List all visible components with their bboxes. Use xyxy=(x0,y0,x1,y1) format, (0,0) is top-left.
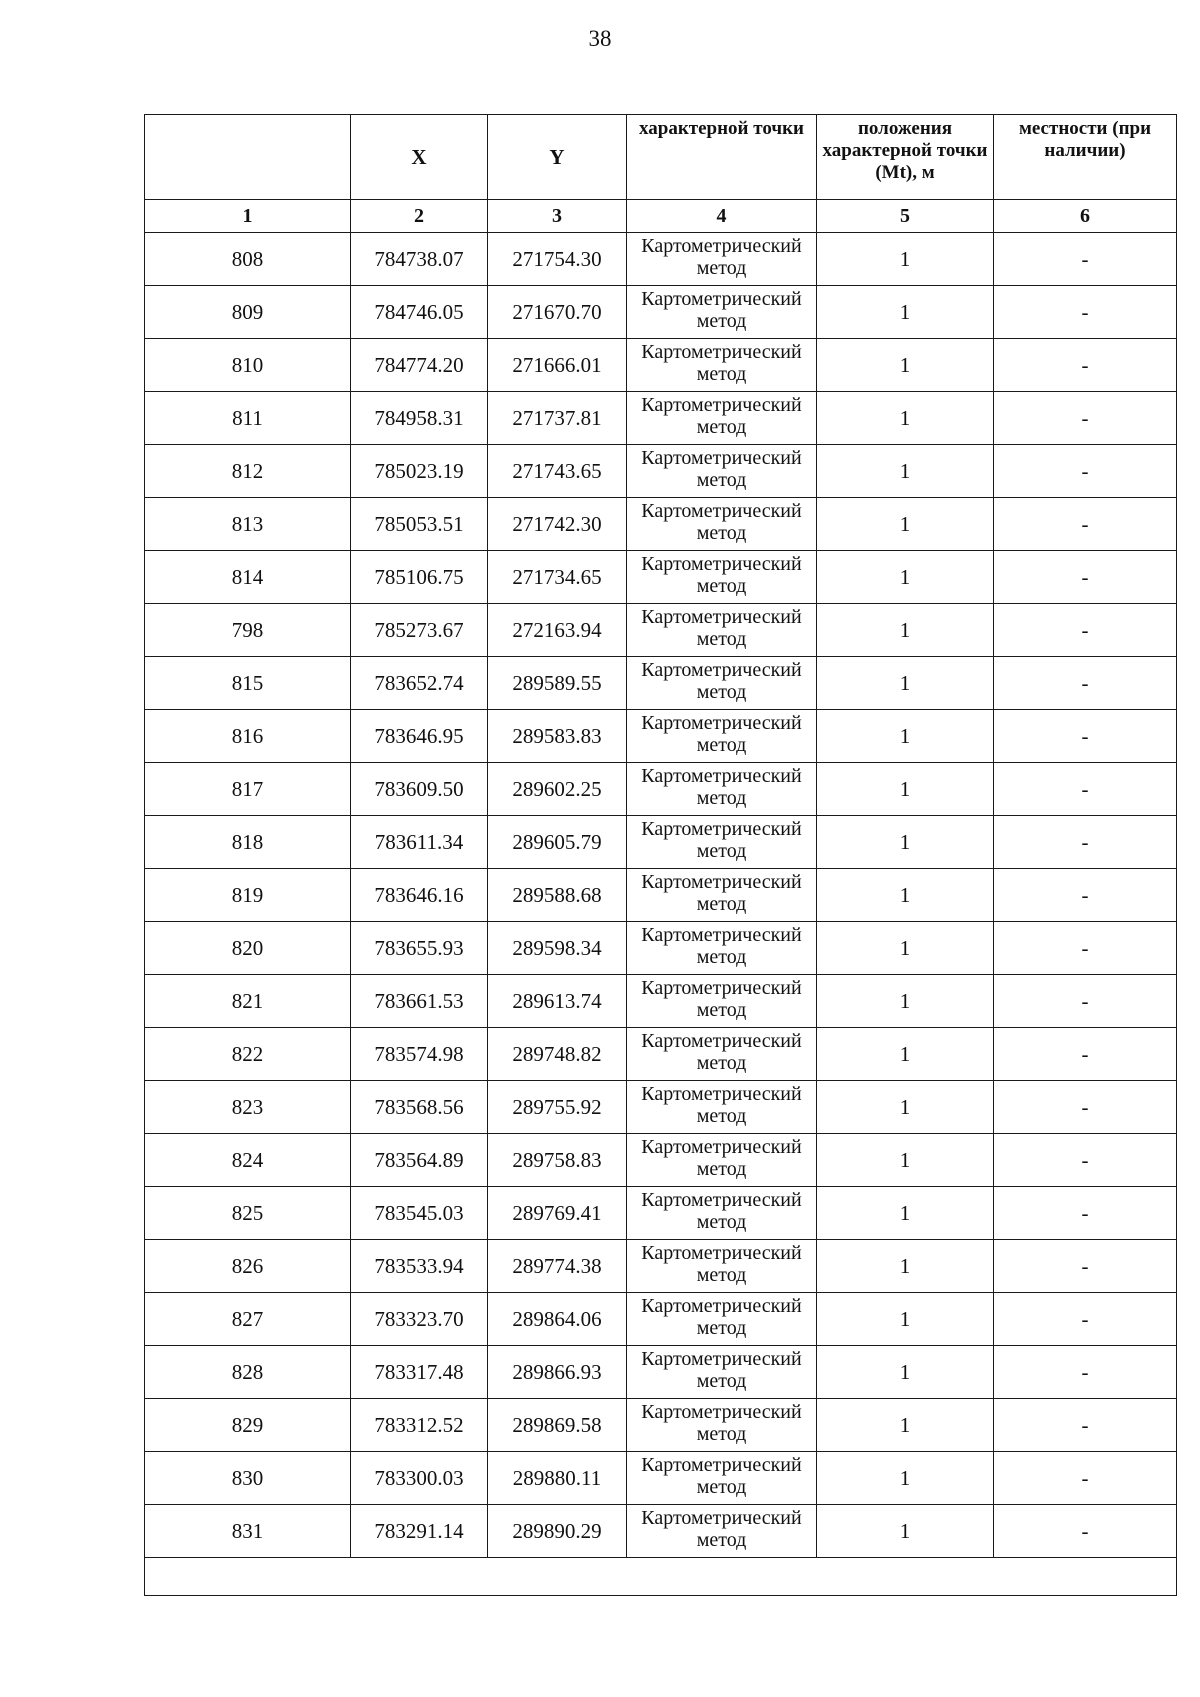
accuracy-cell: 1 xyxy=(817,604,994,657)
point-number-cell: 808 xyxy=(145,233,351,286)
header-col5-text: положения характерной точки (Mt), м xyxy=(822,118,988,183)
y-coordinate-cell: 271666.01 xyxy=(488,339,627,392)
table-row xyxy=(145,1293,1177,1346)
x-coordinate-cell: 785053.51 xyxy=(351,498,488,551)
table-row xyxy=(145,922,1177,975)
method-cell: Картометрический метод xyxy=(627,1293,817,1346)
accuracy-cell: 1 xyxy=(817,392,994,445)
accuracy-cell: 1 xyxy=(817,1134,994,1187)
blank-cell xyxy=(145,1558,1177,1596)
accuracy-cell: 1 xyxy=(817,1399,994,1452)
description-cell: - xyxy=(994,233,1177,286)
x-coordinate-cell: 784738.07 xyxy=(351,233,488,286)
point-number-cell: 815 xyxy=(145,657,351,710)
y-coordinate-cell: 289748.82 xyxy=(488,1028,627,1081)
point-number-cell: 825 xyxy=(145,1187,351,1240)
description-cell: - xyxy=(994,1081,1177,1134)
method-cell: Картометрический метод xyxy=(627,392,817,445)
x-coordinate-cell: 783564.89 xyxy=(351,1134,488,1187)
x-coordinate-cell: 783574.98 xyxy=(351,1028,488,1081)
column-number-row xyxy=(145,200,1177,233)
y-coordinate-cell: 271734.65 xyxy=(488,551,627,604)
point-number-cell: 813 xyxy=(145,498,351,551)
x-coordinate-cell: 784746.05 xyxy=(351,286,488,339)
header-row xyxy=(145,115,1177,200)
accuracy-cell: 1 xyxy=(817,1346,994,1399)
description-cell: - xyxy=(994,445,1177,498)
x-coordinate-cell: 784958.31 xyxy=(351,392,488,445)
method-cell: Картометрический метод xyxy=(627,763,817,816)
column-number: 6 xyxy=(994,200,1177,233)
table-body xyxy=(145,233,1177,1596)
header-accuracy xyxy=(817,115,994,200)
y-coordinate-cell: 272163.94 xyxy=(488,604,627,657)
y-coordinate-cell: 289755.92 xyxy=(488,1081,627,1134)
point-number-cell: 823 xyxy=(145,1081,351,1134)
header-x: X xyxy=(351,115,488,200)
table-row xyxy=(145,339,1177,392)
y-coordinate-cell: 271754.30 xyxy=(488,233,627,286)
point-number-cell: 829 xyxy=(145,1399,351,1452)
description-cell: - xyxy=(994,1134,1177,1187)
y-coordinate-cell: 289890.29 xyxy=(488,1505,627,1558)
point-number-cell: 817 xyxy=(145,763,351,816)
point-number-cell: 798 xyxy=(145,604,351,657)
description-cell: - xyxy=(994,1187,1177,1240)
method-cell: Картометрический метод xyxy=(627,286,817,339)
accuracy-cell: 1 xyxy=(817,1240,994,1293)
table-row xyxy=(145,763,1177,816)
accuracy-cell: 1 xyxy=(817,816,994,869)
point-number-cell: 828 xyxy=(145,1346,351,1399)
x-coordinate-cell: 783652.74 xyxy=(351,657,488,710)
accuracy-cell: 1 xyxy=(817,445,994,498)
header-col1-text xyxy=(145,115,350,118)
table-row xyxy=(145,1399,1177,1452)
page-number: 38 xyxy=(588,26,612,51)
description-cell: - xyxy=(994,339,1177,392)
accuracy-cell: 1 xyxy=(817,1028,994,1081)
x-coordinate-cell: 783609.50 xyxy=(351,763,488,816)
y-coordinate-cell: 289880.11 xyxy=(488,1452,627,1505)
point-number-cell: 818 xyxy=(145,816,351,869)
point-number-cell: 814 xyxy=(145,551,351,604)
accuracy-cell: 1 xyxy=(817,286,994,339)
description-cell: - xyxy=(994,763,1177,816)
header-method xyxy=(627,115,817,200)
table-row xyxy=(145,816,1177,869)
point-number-cell: 830 xyxy=(145,1452,351,1505)
y-coordinate-cell: 271743.65 xyxy=(488,445,627,498)
header-col4-text: характерной точки xyxy=(639,118,804,139)
y-coordinate-cell: 289864.06 xyxy=(488,1293,627,1346)
x-coordinate-cell: 783646.16 xyxy=(351,869,488,922)
y-coordinate-cell: 289758.83 xyxy=(488,1134,627,1187)
description-cell: - xyxy=(994,816,1177,869)
y-coordinate-cell: 271737.81 xyxy=(488,392,627,445)
header-col6-text: местности (при наличии) xyxy=(1018,118,1152,161)
point-number-cell: 821 xyxy=(145,975,351,1028)
x-coordinate-cell: 783646.95 xyxy=(351,710,488,763)
table-row-blank xyxy=(145,1558,1177,1596)
table-row xyxy=(145,392,1177,445)
method-cell: Картометрический метод xyxy=(627,1452,817,1505)
point-number-cell: 819 xyxy=(145,869,351,922)
method-cell: Картометрический метод xyxy=(627,869,817,922)
method-cell: Картометрический метод xyxy=(627,657,817,710)
x-coordinate-cell: 783300.03 xyxy=(351,1452,488,1505)
accuracy-cell: 1 xyxy=(817,657,994,710)
table-row xyxy=(145,657,1177,710)
x-coordinate-cell: 783323.70 xyxy=(351,1293,488,1346)
description-cell: - xyxy=(994,498,1177,551)
method-cell: Картометрический метод xyxy=(627,233,817,286)
accuracy-cell: 1 xyxy=(817,1293,994,1346)
table-row xyxy=(145,1240,1177,1293)
column-number: 1 xyxy=(145,200,351,233)
y-coordinate-cell: 289866.93 xyxy=(488,1346,627,1399)
table-row xyxy=(145,1028,1177,1081)
point-number-cell: 824 xyxy=(145,1134,351,1187)
table-row xyxy=(145,975,1177,1028)
point-number-cell: 826 xyxy=(145,1240,351,1293)
y-coordinate-cell: 289769.41 xyxy=(488,1187,627,1240)
x-coordinate-cell: 783312.52 xyxy=(351,1399,488,1452)
point-number-cell: 816 xyxy=(145,710,351,763)
method-cell: Картометрический метод xyxy=(627,975,817,1028)
table-row xyxy=(145,1187,1177,1240)
table-row xyxy=(145,1505,1177,1558)
y-coordinate-cell: 289583.83 xyxy=(488,710,627,763)
description-cell: - xyxy=(994,975,1177,1028)
accuracy-cell: 1 xyxy=(817,498,994,551)
description-cell: - xyxy=(994,551,1177,604)
method-cell: Картометрический метод xyxy=(627,1240,817,1293)
description-cell: - xyxy=(994,710,1177,763)
point-number-cell: 811 xyxy=(145,392,351,445)
method-cell: Картометрический метод xyxy=(627,445,817,498)
description-cell: - xyxy=(994,1399,1177,1452)
x-coordinate-cell: 783291.14 xyxy=(351,1505,488,1558)
coordinates-table xyxy=(144,114,1177,1596)
table-row xyxy=(145,604,1177,657)
description-cell: - xyxy=(994,1452,1177,1505)
accuracy-cell: 1 xyxy=(817,1081,994,1134)
x-coordinate-cell: 783545.03 xyxy=(351,1187,488,1240)
accuracy-cell: 1 xyxy=(817,233,994,286)
x-coordinate-cell: 783611.34 xyxy=(351,816,488,869)
table-row xyxy=(145,1346,1177,1399)
method-cell: Картометрический метод xyxy=(627,816,817,869)
y-coordinate-cell: 289589.55 xyxy=(488,657,627,710)
column-number: 5 xyxy=(817,200,994,233)
method-cell: Картометрический метод xyxy=(627,710,817,763)
point-number-cell: 827 xyxy=(145,1293,351,1346)
header-description xyxy=(994,115,1177,200)
y-coordinate-cell: 271742.30 xyxy=(488,498,627,551)
method-cell: Картометрический метод xyxy=(627,551,817,604)
point-number-cell: 820 xyxy=(145,922,351,975)
accuracy-cell: 1 xyxy=(817,1505,994,1558)
description-cell: - xyxy=(994,869,1177,922)
column-number: 3 xyxy=(488,200,627,233)
description-cell: - xyxy=(994,604,1177,657)
x-coordinate-cell: 785023.19 xyxy=(351,445,488,498)
method-cell: Картометрический метод xyxy=(627,1346,817,1399)
description-cell: - xyxy=(994,1240,1177,1293)
y-coordinate-cell: 289869.58 xyxy=(488,1399,627,1452)
description-cell: - xyxy=(994,392,1177,445)
x-coordinate-cell: 783533.94 xyxy=(351,1240,488,1293)
header-y: Y xyxy=(488,115,627,200)
method-cell: Картометрический метод xyxy=(627,1505,817,1558)
method-cell: Картометрический метод xyxy=(627,498,817,551)
x-coordinate-cell: 785273.67 xyxy=(351,604,488,657)
y-coordinate-cell: 271670.70 xyxy=(488,286,627,339)
method-cell: Картометрический метод xyxy=(627,1028,817,1081)
y-coordinate-cell: 289605.79 xyxy=(488,816,627,869)
x-coordinate-cell: 785106.75 xyxy=(351,551,488,604)
header-point-number xyxy=(145,115,351,200)
point-number-cell: 822 xyxy=(145,1028,351,1081)
description-cell: - xyxy=(994,1028,1177,1081)
table-row xyxy=(145,445,1177,498)
method-cell: Картометрический метод xyxy=(627,922,817,975)
table-row xyxy=(145,551,1177,604)
point-number-cell: 831 xyxy=(145,1505,351,1558)
point-number-cell: 809 xyxy=(145,286,351,339)
description-cell: - xyxy=(994,286,1177,339)
description-cell: - xyxy=(994,922,1177,975)
accuracy-cell: 1 xyxy=(817,922,994,975)
description-cell: - xyxy=(994,657,1177,710)
description-cell: - xyxy=(994,1346,1177,1399)
accuracy-cell: 1 xyxy=(817,763,994,816)
table-row xyxy=(145,1081,1177,1134)
method-cell: Картометрический метод xyxy=(627,1081,817,1134)
column-number: 2 xyxy=(351,200,488,233)
accuracy-cell: 1 xyxy=(817,551,994,604)
table-row xyxy=(145,710,1177,763)
table-row xyxy=(145,1134,1177,1187)
method-cell: Картометрический метод xyxy=(627,604,817,657)
x-coordinate-cell: 783568.56 xyxy=(351,1081,488,1134)
y-coordinate-cell: 289613.74 xyxy=(488,975,627,1028)
y-coordinate-cell: 289602.25 xyxy=(488,763,627,816)
method-cell: Картометрический метод xyxy=(627,339,817,392)
accuracy-cell: 1 xyxy=(817,869,994,922)
x-coordinate-cell: 783661.53 xyxy=(351,975,488,1028)
x-coordinate-cell: 784774.20 xyxy=(351,339,488,392)
table-row xyxy=(145,1452,1177,1505)
accuracy-cell: 1 xyxy=(817,339,994,392)
point-number-cell: 812 xyxy=(145,445,351,498)
point-number-cell: 810 xyxy=(145,339,351,392)
table-row xyxy=(145,233,1177,286)
accuracy-cell: 1 xyxy=(817,1452,994,1505)
x-coordinate-cell: 783655.93 xyxy=(351,922,488,975)
method-cell: Картометрический метод xyxy=(627,1134,817,1187)
y-coordinate-cell: 289774.38 xyxy=(488,1240,627,1293)
method-cell: Картометрический метод xyxy=(627,1187,817,1240)
y-coordinate-cell: 289588.68 xyxy=(488,869,627,922)
accuracy-cell: 1 xyxy=(817,975,994,1028)
description-cell: - xyxy=(994,1505,1177,1558)
accuracy-cell: 1 xyxy=(817,1187,994,1240)
table-row xyxy=(145,869,1177,922)
accuracy-cell: 1 xyxy=(817,710,994,763)
table-row xyxy=(145,286,1177,339)
x-coordinate-cell: 783317.48 xyxy=(351,1346,488,1399)
column-number: 4 xyxy=(627,200,817,233)
method-cell: Картометрический метод xyxy=(627,1399,817,1452)
y-coordinate-cell: 289598.34 xyxy=(488,922,627,975)
table-row xyxy=(145,498,1177,551)
description-cell: - xyxy=(994,1293,1177,1346)
